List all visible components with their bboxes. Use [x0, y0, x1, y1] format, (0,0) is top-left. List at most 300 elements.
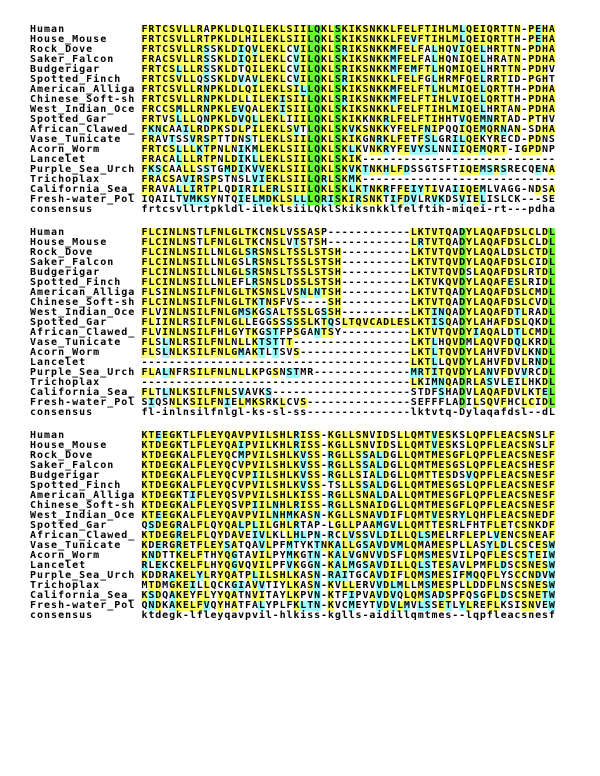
residue-cell: V — [493, 337, 500, 348]
residue-cell: E — [472, 94, 479, 105]
residue-cell: - — [321, 600, 328, 611]
residue-cell: S — [189, 387, 196, 398]
consensus-cell: e — [403, 204, 410, 215]
residue-cell: Q — [445, 307, 452, 318]
residue-cell: L — [148, 267, 155, 278]
consensus-label: consensus — [30, 204, 94, 215]
residue-cell: T — [424, 64, 431, 75]
residue-cell: L — [175, 267, 182, 278]
residue-cell: I — [196, 397, 203, 408]
residue-cell: M — [417, 480, 424, 491]
residue-cell: R — [321, 194, 328, 205]
residue-cell: T — [548, 74, 555, 85]
residue-cell: L — [327, 64, 334, 75]
residue-cell: S — [231, 387, 238, 398]
residue-cell: L — [396, 500, 403, 511]
consensus-cell: - — [334, 407, 341, 418]
residue-cell: - — [390, 237, 397, 248]
residue-cell: L — [521, 297, 528, 308]
residue-cell: Y — [279, 590, 286, 601]
residue-cell: S — [286, 367, 293, 378]
residue-cell: L — [286, 440, 293, 451]
residue-cell: - — [403, 367, 410, 378]
residue-cell: - — [300, 337, 307, 348]
residue-cell: K — [175, 460, 182, 471]
residue-cell: T — [424, 510, 431, 521]
residue-cell: Q — [210, 600, 217, 611]
residue-cell: S — [203, 164, 210, 175]
residue-cell: S — [300, 397, 307, 408]
residue-cell: Q — [514, 337, 521, 348]
residue-cell: F — [486, 430, 493, 441]
residue-cell: - — [390, 154, 397, 165]
residue-cell: A — [493, 227, 500, 238]
residue-cell: V — [376, 580, 383, 591]
residue-cell: T — [535, 267, 542, 278]
alignment-row — [30, 205, 600, 215]
residue-cell: S — [445, 430, 452, 441]
residue-cell: L — [265, 520, 272, 531]
residue-cell: L — [500, 194, 507, 205]
residue-cell: Q — [224, 430, 231, 441]
residue-cell: S — [410, 164, 417, 175]
residue-cell: D — [542, 267, 549, 278]
residue-cell: R — [383, 114, 390, 125]
residue-cell: Y — [217, 520, 224, 531]
residue-cell: F — [486, 570, 493, 581]
residue-cell: V — [376, 570, 383, 581]
residue-cell: K — [141, 530, 148, 541]
residue-cell: D — [459, 257, 466, 268]
residue-cell: L — [258, 44, 265, 55]
residue-cell: L — [307, 54, 314, 65]
residue-cell: L — [300, 600, 307, 611]
residue-cell: L — [175, 184, 182, 195]
consensus-cell: l — [410, 204, 417, 215]
residue-cell: F — [141, 54, 148, 65]
residue-cell: N — [369, 84, 376, 95]
residue-cell: N — [438, 144, 445, 155]
residue-cell: V — [189, 134, 196, 145]
residue-cell: F — [486, 600, 493, 611]
residue-cell: K — [196, 194, 203, 205]
residue-cell: Q — [410, 550, 417, 561]
residue-cell: S — [286, 184, 293, 195]
residue-cell: K — [376, 24, 383, 35]
residue-cell: I — [251, 500, 258, 511]
residue-cell: T — [424, 237, 431, 248]
residue-cell: K — [272, 74, 279, 85]
residue-cell: G — [334, 460, 341, 471]
consensus-cell: l — [390, 204, 397, 215]
species-label: Spotted_Gar — [30, 520, 108, 531]
residue-cell: K — [321, 104, 328, 115]
residue-cell: F — [141, 184, 148, 195]
residue-cell: A — [493, 287, 500, 298]
residue-cell: G — [452, 450, 459, 461]
residue-cell: H — [279, 440, 286, 451]
residue-cell: D — [403, 194, 410, 205]
residue-cell: - — [272, 357, 279, 368]
residue-cell: S — [445, 460, 452, 471]
residue-cell: L — [148, 327, 155, 338]
residue-cell: L — [258, 114, 265, 125]
residue-cell: A — [182, 510, 189, 521]
residue-cell: - — [383, 357, 390, 368]
residue-cell: I — [258, 490, 265, 501]
residue-cell: I — [431, 94, 438, 105]
species-label: Rock_Dove — [30, 44, 94, 55]
residue-cell: M — [286, 550, 293, 561]
residue-cell: A — [548, 44, 555, 55]
residue-cell: A — [155, 134, 162, 145]
residue-cell: K — [293, 580, 300, 591]
residue-cell: L — [466, 490, 473, 501]
residue-cell: T — [196, 237, 203, 248]
residue-cell: P — [528, 54, 535, 65]
residue-cell: S — [542, 560, 549, 571]
residue-cell: E — [542, 600, 549, 611]
residue-cell: T — [424, 267, 431, 278]
residue-cell: K — [272, 44, 279, 55]
residue-cell: K — [321, 64, 328, 75]
consensus-cell: s — [286, 204, 293, 215]
residue-cell: - — [369, 357, 376, 368]
residue-cell: L — [279, 44, 286, 55]
residue-cell: D — [535, 570, 542, 581]
residue-cell: - — [376, 307, 383, 318]
residue-cell: S — [507, 570, 514, 581]
residue-cell: - — [348, 287, 355, 298]
residue-cell: D — [507, 297, 514, 308]
residue-cell: N — [542, 144, 549, 155]
residue-cell: L — [148, 297, 155, 308]
residue-cell: K — [383, 124, 390, 135]
residue-cell: - — [362, 277, 369, 288]
residue-cell: - — [327, 367, 334, 378]
residue-cell: T — [424, 297, 431, 308]
residue-cell: E — [403, 94, 410, 105]
residue-cell: I — [390, 510, 397, 521]
residue-cell: E — [355, 600, 362, 611]
residue-cell: Y — [362, 600, 369, 611]
residue-cell: T — [417, 387, 424, 398]
residue-cell: G — [169, 480, 176, 491]
residue-cell: A — [493, 317, 500, 328]
residue-cell: C — [286, 397, 293, 408]
residue-cell: - — [231, 357, 238, 368]
residue-cell: - — [403, 377, 410, 388]
residue-cell: A — [548, 54, 555, 65]
residue-cell: F — [500, 397, 507, 408]
consensus-cell: c — [162, 204, 169, 215]
residue-cell: T — [148, 430, 155, 441]
residue-cell: A — [542, 530, 549, 541]
residue-cell: L — [175, 327, 182, 338]
residue-cell: H — [334, 267, 341, 278]
residue-cell: A — [452, 297, 459, 308]
residue-cell: - — [341, 227, 348, 238]
residue-cell: - — [390, 267, 397, 278]
residue-cell: V — [431, 510, 438, 521]
residue-cell: S — [548, 134, 555, 145]
residue-cell: L — [341, 540, 348, 551]
residue-cell: K — [341, 34, 348, 45]
residue-cell: L — [410, 74, 417, 85]
residue-cell: S — [169, 144, 176, 155]
residue-cell: L — [189, 500, 196, 511]
residue-cell: Y — [238, 327, 245, 338]
residue-cell: R — [493, 54, 500, 65]
residue-cell: I — [348, 64, 355, 75]
residue-cell: Q — [314, 64, 321, 75]
residue-cell: S — [514, 287, 521, 298]
consensus-label: consensus — [30, 407, 94, 418]
residue-cell: E — [535, 480, 542, 491]
residue-cell: C — [162, 84, 169, 95]
residue-cell: G — [334, 500, 341, 511]
residue-cell: T — [424, 247, 431, 258]
residue-cell: E — [472, 64, 479, 75]
residue-cell: E — [535, 164, 542, 175]
residue-cell: P — [528, 104, 535, 115]
residue-cell: V — [493, 530, 500, 541]
residue-cell: K — [321, 164, 328, 175]
residue-cell: Y — [466, 367, 473, 378]
residue-cell: L — [182, 154, 189, 165]
residue-cell: T — [182, 440, 189, 451]
residue-cell: S — [355, 510, 362, 521]
residue-cell: L — [162, 337, 169, 348]
residue-cell: P — [314, 520, 321, 531]
species-label: Vase_Tunicate — [30, 540, 122, 551]
residue-cell: - — [376, 154, 383, 165]
residue-cell: L — [548, 237, 555, 248]
residue-cell: - — [307, 397, 314, 408]
residue-cell: S — [272, 430, 279, 441]
residue-cell: - — [148, 377, 155, 388]
residue-cell: - — [376, 367, 383, 378]
residue-cell: D — [383, 510, 390, 521]
residue-cell: I — [251, 124, 258, 135]
residue-cell: C — [521, 164, 528, 175]
residue-cell: R — [148, 74, 155, 85]
residue-cell: - — [286, 377, 293, 388]
residue-cell: L — [493, 540, 500, 551]
residue-cell: Q — [445, 267, 452, 278]
residue-cell: C — [514, 480, 521, 491]
residue-cell: K — [217, 74, 224, 85]
residue-cell: - — [334, 397, 341, 408]
residue-cell: L — [403, 430, 410, 441]
residue-cell: V — [452, 257, 459, 268]
residue-cell: S — [307, 490, 314, 501]
residue-cell: T — [307, 550, 314, 561]
residue-cell: E — [265, 144, 272, 155]
residue-cell: T — [203, 144, 210, 155]
residue-cell: - — [334, 387, 341, 398]
residue-cell: K — [376, 194, 383, 205]
residue-cell: S — [424, 134, 431, 145]
consensus-cell: l — [327, 204, 334, 215]
residue-cell: E — [438, 460, 445, 471]
residue-cell: P — [479, 440, 486, 451]
residue-cell: L — [410, 267, 417, 278]
residue-cell: N — [528, 440, 535, 451]
residue-cell: S — [424, 570, 431, 581]
residue-cell: I — [431, 124, 438, 135]
residue-cell: N — [542, 134, 549, 145]
residue-cell: A — [507, 470, 514, 481]
residue-cell: - — [348, 247, 355, 258]
residue-cell: Q — [528, 164, 535, 175]
residue-cell: E — [535, 530, 542, 541]
residue-cell: H — [334, 277, 341, 288]
consensus-cell: s — [189, 407, 196, 418]
residue-cell: - — [403, 357, 410, 368]
residue-cell: L — [307, 134, 314, 145]
residue-cell: V — [175, 84, 182, 95]
residue-cell: - — [327, 387, 334, 398]
residue-cell: - — [182, 377, 189, 388]
residue-cell: K — [355, 144, 362, 155]
residue-cell: I — [431, 114, 438, 125]
residue-cell: R — [376, 134, 383, 145]
consensus-cell: m — [417, 610, 424, 621]
residue-cell: N — [265, 297, 272, 308]
residue-cell: P — [245, 430, 252, 441]
residue-cell: L — [189, 34, 196, 45]
residue-cell: L — [472, 367, 479, 378]
residue-cell: N — [369, 184, 376, 195]
consensus-cell: y — [217, 610, 224, 621]
consensus-cell: h — [542, 204, 549, 215]
residue-cell: T — [438, 297, 445, 308]
residue-cell: L — [203, 520, 210, 531]
residue-cell: G — [300, 327, 307, 338]
residue-cell: Q — [486, 94, 493, 105]
residue-cell: H — [334, 307, 341, 318]
residue-cell: F — [210, 387, 217, 398]
residue-cell: K — [141, 540, 148, 551]
residue-cell: L — [307, 267, 314, 278]
residue-cell: M — [251, 144, 258, 155]
residue-cell: F — [417, 34, 424, 45]
residue-cell: K — [217, 44, 224, 55]
residue-cell: Q — [314, 164, 321, 175]
residue-cell: I — [258, 440, 265, 451]
residue-cell: E — [535, 470, 542, 481]
residue-cell: - — [348, 307, 355, 318]
residue-cell: N — [514, 44, 521, 55]
residue-cell: P — [210, 154, 217, 165]
consensus-cell: k — [417, 407, 424, 418]
residue-cell: - — [321, 530, 328, 541]
residue-cell: K — [355, 64, 362, 75]
residue-cell: L — [341, 317, 348, 328]
residue-cell: K — [217, 124, 224, 135]
residue-cell: G — [169, 510, 176, 521]
consensus-cell: t — [424, 204, 431, 215]
residue-cell: M — [238, 307, 245, 318]
residue-cell: - — [521, 84, 528, 95]
residue-cell: N — [265, 277, 272, 288]
residue-cell: Q — [224, 440, 231, 451]
residue-cell: K — [376, 54, 383, 65]
residue-cell: - — [355, 397, 362, 408]
residue-cell: L — [459, 540, 466, 551]
residue-cell: - — [466, 154, 473, 165]
residue-cell: V — [521, 367, 528, 378]
residue-cell: F — [548, 490, 555, 501]
residue-cell: Q — [314, 54, 321, 65]
species-label: Spotted_Gar — [30, 317, 108, 328]
residue-cell: R — [175, 540, 182, 551]
residue-cell: L — [189, 450, 196, 461]
residue-cell: - — [355, 387, 362, 398]
residue-cell: S — [445, 470, 452, 481]
residue-cell: L — [182, 144, 189, 155]
residue-cell: A — [500, 54, 507, 65]
residue-cell: S — [362, 34, 369, 45]
residue-cell: - — [514, 154, 521, 165]
residue-cell: F — [196, 520, 203, 531]
residue-cell: D — [507, 317, 514, 328]
residue-cell: - — [396, 267, 403, 278]
residue-cell: E — [182, 580, 189, 591]
residue-cell: C — [528, 247, 535, 258]
residue-cell: H — [542, 34, 549, 45]
consensus-cell: l — [493, 610, 500, 621]
residue-cell: L — [466, 500, 473, 511]
residue-cell: N — [369, 134, 376, 145]
residue-cell: N — [217, 317, 224, 328]
residue-cell: A — [369, 460, 376, 471]
residue-cell: D — [507, 387, 514, 398]
residue-cell: M — [431, 570, 438, 581]
residue-cell: S — [314, 277, 321, 288]
residue-cell: L — [535, 237, 542, 248]
residue-cell: S — [265, 307, 272, 318]
residue-cell: V — [334, 580, 341, 591]
residue-cell: A — [300, 510, 307, 521]
residue-cell: I — [182, 124, 189, 135]
residue-cell: R — [493, 34, 500, 45]
residue-cell: L — [189, 114, 196, 125]
residue-cell: N — [169, 387, 176, 398]
residue-cell: L — [175, 347, 182, 358]
residue-cell: C — [162, 144, 169, 155]
residue-cell: F — [417, 74, 424, 85]
residue-cell: Q — [486, 34, 493, 45]
species-label: Acorn_Worm — [30, 144, 101, 155]
residue-cell: L — [493, 590, 500, 601]
residue-cell: K — [383, 134, 390, 145]
residue-cell: N — [528, 530, 535, 541]
residue-cell: S — [307, 450, 314, 461]
residue-cell: L — [265, 440, 272, 451]
residue-cell: L — [493, 430, 500, 441]
residue-cell: S — [238, 257, 245, 268]
residue-cell: N — [217, 337, 224, 348]
residue-cell: T — [424, 84, 431, 95]
residue-cell: I — [258, 590, 265, 601]
residue-cell: V — [452, 337, 459, 348]
residue-cell: A — [507, 460, 514, 471]
consensus-cell: s — [514, 407, 521, 418]
residue-cell: S — [507, 580, 514, 591]
residue-cell: P — [210, 34, 217, 45]
